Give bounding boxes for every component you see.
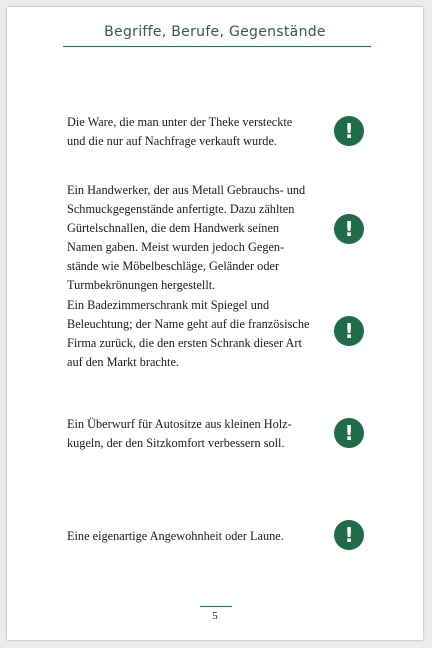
entry-2-text: [67, 181, 319, 295]
badge-symbol: !: [344, 421, 354, 445]
book-page: [7, 7, 423, 640]
exclamation-icon[interactable]: [334, 316, 364, 346]
badge-symbol: !: [344, 217, 354, 241]
entry-line: Schmuckgegenstände anfertigte. Dazu zählten: [67, 202, 295, 216]
entry-line: Ein Handwerker, der aus Metall Gebrauchs- und: [67, 183, 306, 197]
page-title: Begriffe, Berufe, Gegenstände: [104, 24, 326, 40]
exclamation-icon[interactable]: [334, 418, 364, 448]
entry-line: und die nur auf Nachfrage verkauft wurde.: [67, 134, 277, 148]
footer-divider: [200, 606, 232, 607]
page-number: 5: [212, 610, 218, 622]
entry-line: Die Ware, die man unter der Theke versteckte: [67, 115, 293, 129]
exclamation-icon[interactable]: [334, 520, 364, 550]
badge-symbol: !: [344, 523, 354, 547]
entry-line: Gürtelschnallen, die dem Handwerk seinen: [67, 221, 280, 235]
entry-line: Ein Badezimmerschrank mit Spiegel und: [67, 298, 270, 312]
entry-5-text: [67, 527, 319, 546]
exclamation-icon[interactable]: [334, 116, 364, 146]
entry-line: Firma zurück, die den ersten Schrank dieser Art: [67, 336, 302, 350]
badge-symbol: !: [344, 119, 354, 143]
entry-3-text: [67, 296, 319, 372]
entry-line: kugeln, der den Sitzkomfort verbessern soll.: [67, 436, 285, 450]
entry-line: Namen gaben. Meist wurden jedoch Gegen-: [67, 240, 285, 254]
entry-1-text: [67, 113, 319, 151]
entry-line: Ein Überwurf für Autositze aus kleinen Holz-: [67, 417, 292, 431]
entry-line: auf den Markt brachte.: [67, 355, 179, 369]
entry-4-text: [67, 415, 319, 453]
header-divider: [63, 46, 371, 47]
entry-line: Turmbekrönungen hergestellt.: [67, 278, 216, 292]
entry-line: stände wie Möbelbeschläge, Geländer oder: [67, 259, 280, 273]
badge-symbol: !: [344, 319, 354, 343]
exclamation-icon[interactable]: [334, 214, 364, 244]
entry-line: Eine eigenartige Angewohnheit oder Laune.: [67, 529, 284, 543]
entry-line: Beleuchtung; der Name geht auf die französische: [67, 317, 310, 331]
